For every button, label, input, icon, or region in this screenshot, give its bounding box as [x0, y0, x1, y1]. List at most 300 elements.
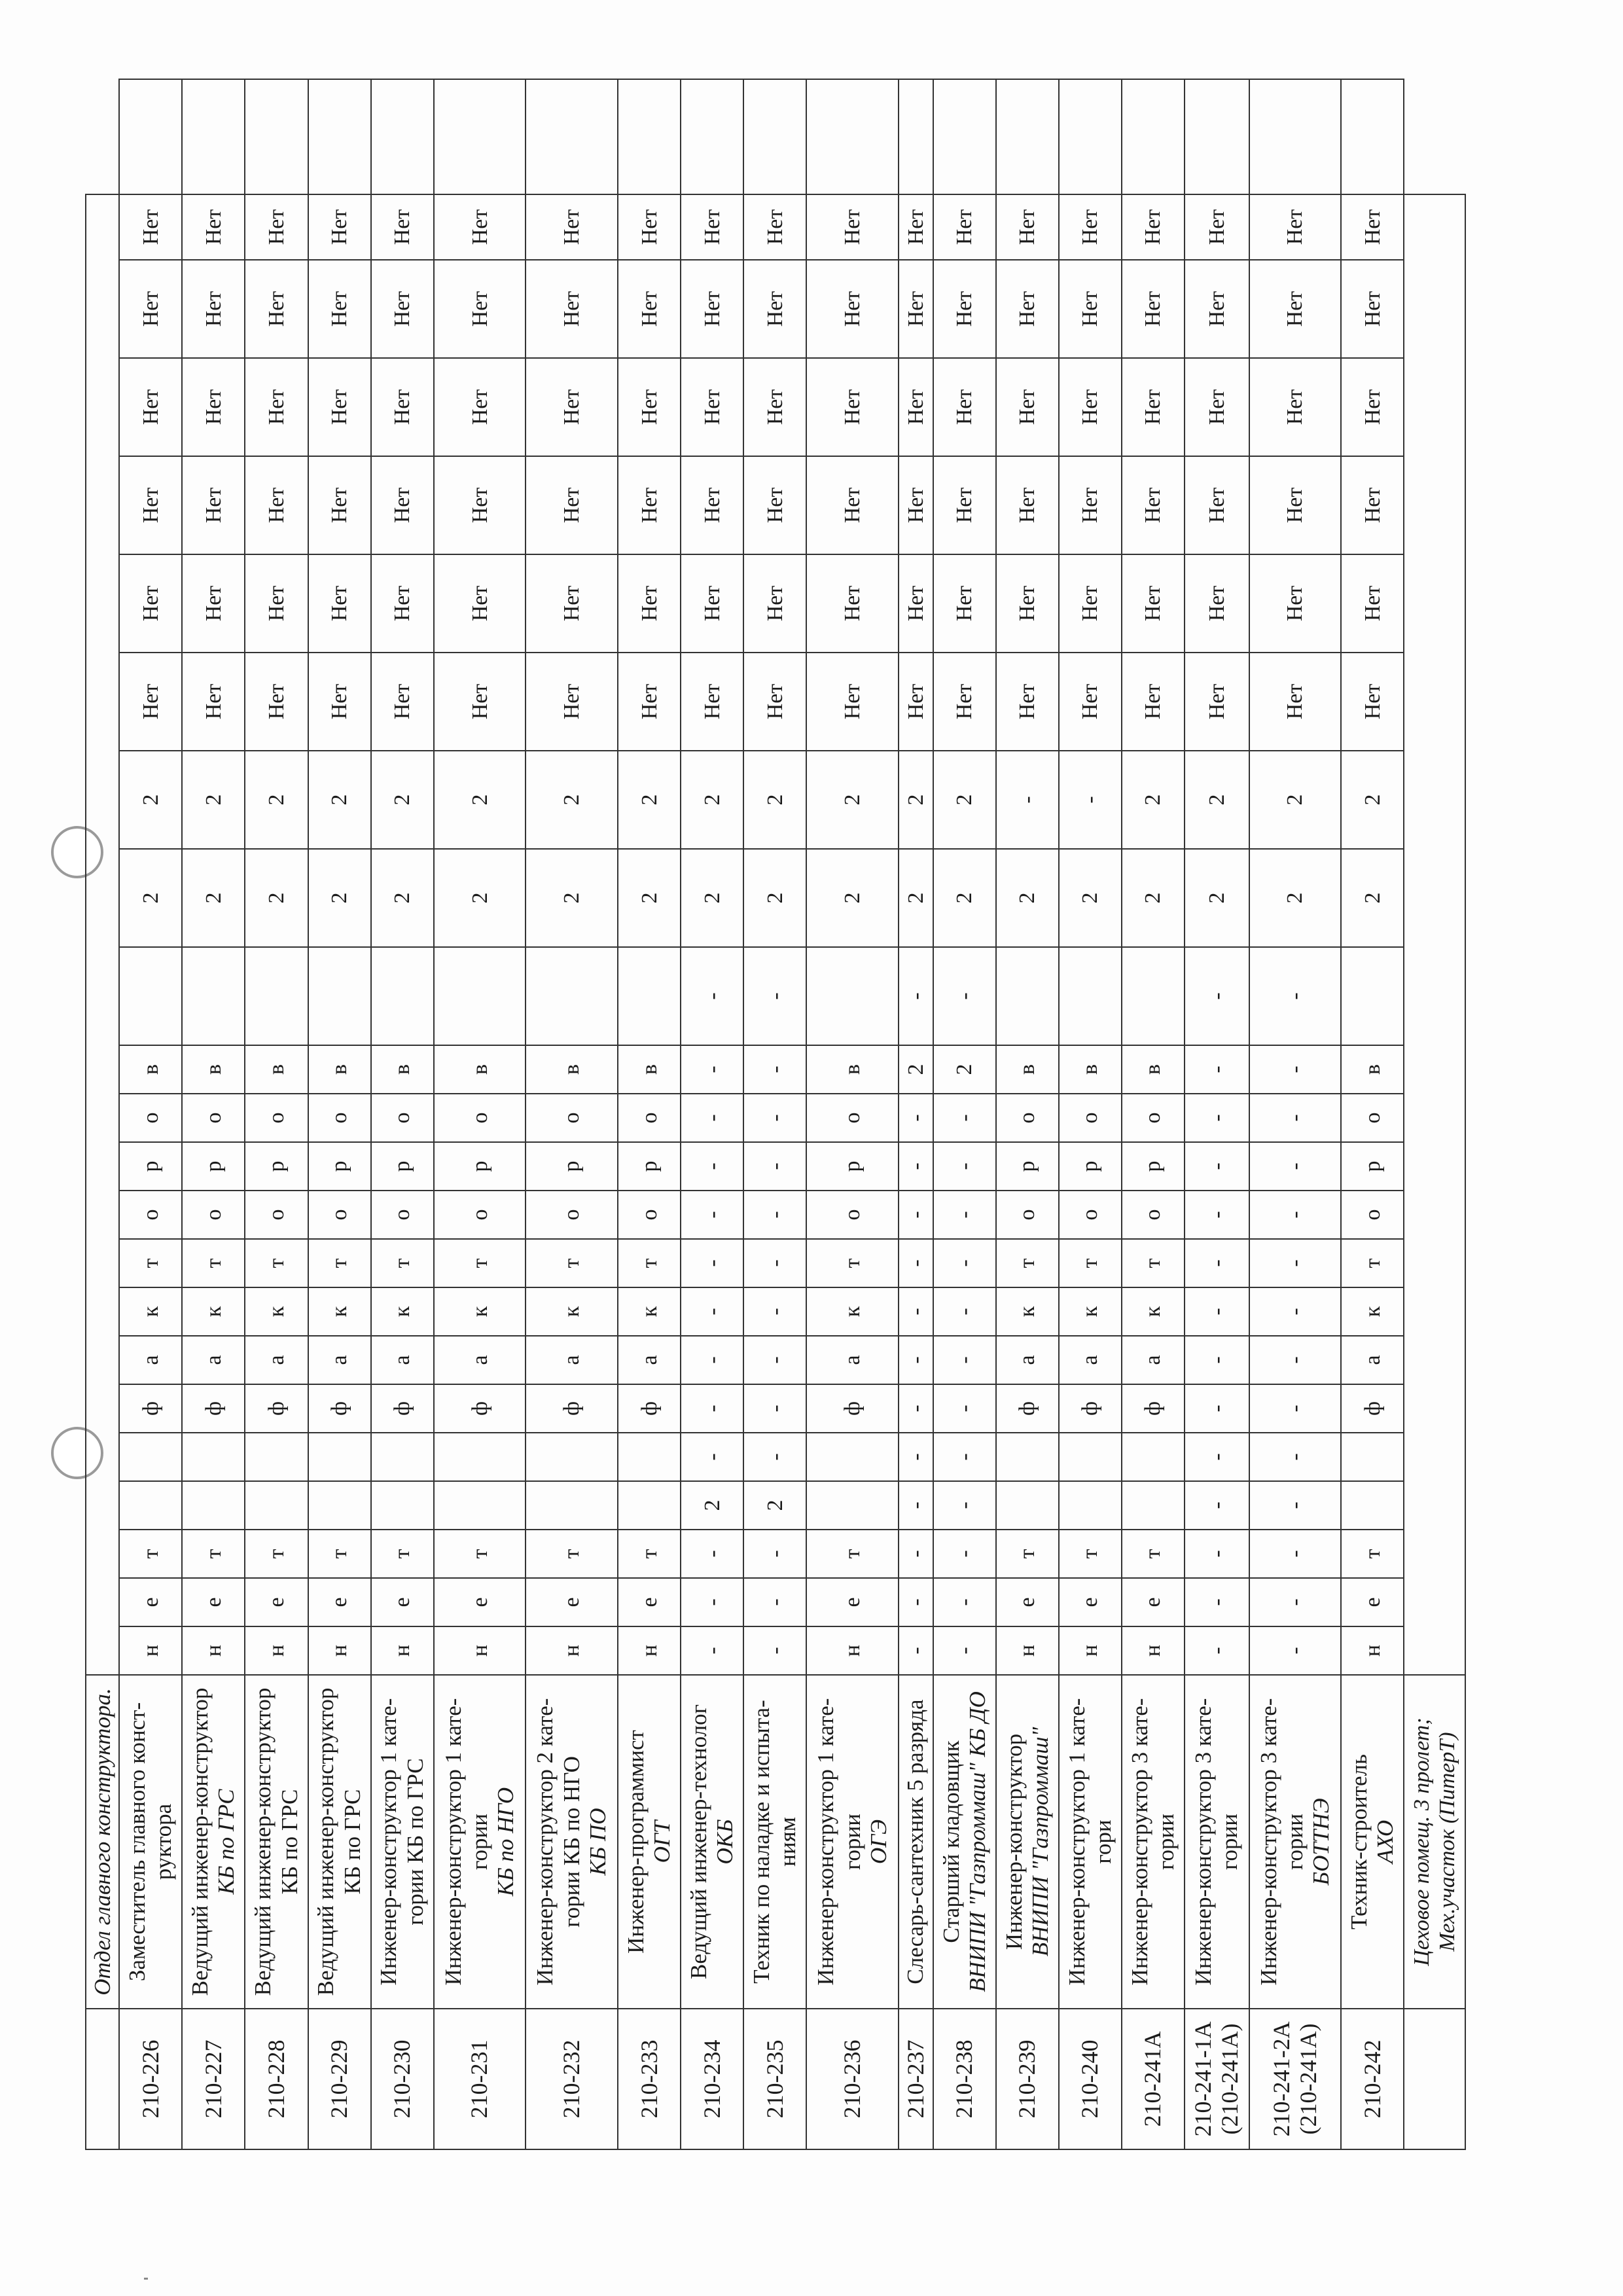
workplace-code: 210-239 — [996, 2009, 1059, 2149]
factor-cell: 2 — [933, 849, 996, 947]
factor-cell: Нет — [806, 554, 899, 653]
factor-cell: н — [119, 1626, 182, 1675]
factor-cell: 2 — [933, 751, 996, 849]
factor-cell: н — [806, 1626, 899, 1675]
factor-cell: Нет — [933, 260, 996, 358]
position-title: Ведущий инженер-конструктор КБ по ГРС — [250, 1687, 302, 1996]
factor-cell — [371, 1481, 434, 1530]
factor-cell: - — [1249, 1239, 1342, 1287]
factor-cell: Нет — [1249, 260, 1342, 358]
factor-cell: 2 — [371, 849, 434, 947]
factor-cell: о — [996, 1191, 1059, 1239]
factor-cell — [245, 947, 308, 1045]
factor-cell: Нет — [371, 358, 434, 456]
factor-cell: Нет — [1249, 358, 1342, 456]
factor-cell: ф — [806, 1384, 899, 1433]
factor-cell: Нет — [308, 194, 371, 260]
factor-cell: а — [308, 1336, 371, 1384]
blank-cell — [681, 79, 743, 194]
factor-cell: Нет — [182, 260, 245, 358]
factor-cell: Нет — [743, 554, 806, 653]
factor-cell: Нет — [1059, 653, 1122, 751]
factor-cell: о — [182, 1191, 245, 1239]
factor-cell: Нет — [245, 358, 308, 456]
factor-cell: е — [1122, 1578, 1185, 1626]
factor-cell: н — [1341, 1626, 1404, 1675]
factor-cell — [1122, 1433, 1185, 1481]
factor-cell: е — [618, 1578, 681, 1626]
factor-cell: Нет — [1185, 194, 1249, 260]
blank-cell — [899, 79, 933, 194]
factor-cell: Нет — [526, 260, 618, 358]
factor-cell: Нет — [681, 554, 743, 653]
factor-cell: е — [1059, 1578, 1122, 1626]
workplace-code: 210-228 — [245, 2009, 308, 2149]
blank-cell — [933, 79, 996, 194]
table-row — [308, 79, 371, 2149]
factor-cell: 2 — [743, 1481, 806, 1530]
workplace-code: 210-240 — [1059, 2009, 1122, 2149]
factor-cell: - — [743, 1142, 806, 1191]
factor-cell: - — [1185, 1626, 1249, 1675]
factor-cell: Нет — [1122, 260, 1185, 358]
factor-cell — [371, 1433, 434, 1481]
factor-cell: к — [806, 1287, 899, 1336]
factor-cell: Нет — [434, 456, 526, 554]
factor-cell: 2 — [308, 751, 371, 849]
position-name — [996, 1675, 1059, 2009]
factor-cell — [119, 947, 182, 1045]
factor-cell: - — [1185, 1045, 1249, 1094]
department-label: КБ по НГО — [493, 1787, 519, 1897]
factor-cell: о — [245, 1094, 308, 1142]
blank-cell — [245, 79, 308, 194]
table-row — [743, 79, 806, 2149]
table-row — [806, 79, 899, 2149]
factor-cell: 2 — [1249, 849, 1342, 947]
factor-cell: Нет — [434, 653, 526, 751]
factor-cell: Нет — [899, 358, 933, 456]
blank-cell — [86, 2009, 119, 2149]
department-label: ОГЭ — [865, 1819, 891, 1865]
factor-cell: Нет — [996, 260, 1059, 358]
factor-cell: Нет — [1122, 358, 1185, 456]
position-name — [434, 1675, 526, 2009]
factor-cell: Нет — [119, 653, 182, 751]
factor-cell: - — [681, 1142, 743, 1191]
factor-cell: Нет — [308, 456, 371, 554]
blank-cell — [182, 79, 245, 194]
factor-cell: Нет — [1122, 653, 1185, 751]
factor-cell: 2 — [1122, 849, 1185, 947]
factor-cell: т — [806, 1239, 899, 1287]
department-label: КБ по ГРС — [213, 1789, 240, 1895]
factor-cell — [308, 947, 371, 1045]
factor-cell: Нет — [308, 554, 371, 653]
factor-cell: Нет — [681, 653, 743, 751]
factor-cell: Нет — [1059, 554, 1122, 653]
factor-cell: 2 — [526, 751, 618, 849]
factor-cell — [182, 1433, 245, 1481]
factor-cell: - — [899, 1094, 933, 1142]
factor-cell: н — [245, 1626, 308, 1675]
factor-cell: Нет — [308, 260, 371, 358]
factor-cell — [1122, 947, 1185, 1045]
factor-cell: - — [933, 947, 996, 1045]
factor-cell: о — [996, 1094, 1059, 1142]
factor-cell: Нет — [434, 358, 526, 456]
factor-cell: н — [1059, 1626, 1122, 1675]
blank-cell — [1185, 79, 1249, 194]
factor-cell: - — [899, 1578, 933, 1626]
factor-cell: Нет — [743, 653, 806, 751]
factor-cell: - — [1249, 1287, 1342, 1336]
factor-cell: Нет — [371, 456, 434, 554]
factor-cell: о — [806, 1094, 899, 1142]
factor-cell: - — [681, 1530, 743, 1578]
factor-cell: н — [182, 1626, 245, 1675]
factor-cell: 2 — [1249, 751, 1342, 849]
position-title: Ведущий инженер-технолог — [686, 1704, 712, 1979]
workplace-code: 210-241-2А (210-241А) — [1249, 2009, 1342, 2149]
position-title: Инженер-конструктор 3 кате-гории — [1255, 1698, 1308, 1986]
workshop-note-line: Цеховое помещ. 3 пролет; — [1410, 1717, 1435, 1966]
factor-cell: е — [434, 1578, 526, 1626]
factor-cell: р — [434, 1142, 526, 1191]
factor-cell: Нет — [899, 260, 933, 358]
position-name — [806, 1675, 899, 2009]
factor-cell: а — [245, 1336, 308, 1384]
factor-cell — [119, 1481, 182, 1530]
factor-cell: т — [119, 1239, 182, 1287]
factor-cell: т — [1122, 1239, 1185, 1287]
factor-cell — [996, 1433, 1059, 1481]
workplace-code: 210-238 — [933, 2009, 996, 2149]
factor-cell: ф — [526, 1384, 618, 1433]
factor-cell: в — [245, 1045, 308, 1094]
factor-cell: к — [308, 1287, 371, 1336]
position-name — [933, 1675, 996, 2009]
factor-cell: т — [618, 1239, 681, 1287]
factor-cell: - — [1249, 1384, 1342, 1433]
position-name — [119, 1675, 182, 2009]
factor-cell: - — [899, 1287, 933, 1336]
factor-cell: Нет — [1341, 194, 1404, 260]
factor-cell: Нет — [1185, 653, 1249, 751]
factor-cell — [1059, 1433, 1122, 1481]
scan-speck — [144, 2278, 148, 2280]
factor-cell: - — [1249, 947, 1342, 1045]
factor-cell: Нет — [119, 260, 182, 358]
factor-cell: ф — [1059, 1384, 1122, 1433]
blank-cell — [1404, 2009, 1465, 2149]
factor-cell: 2 — [618, 849, 681, 947]
factor-cell — [434, 1433, 526, 1481]
factor-cell: к — [245, 1287, 308, 1336]
factor-cell — [806, 1481, 899, 1530]
workplace-assessment-table — [85, 79, 1466, 2150]
factor-cell: - — [1249, 1530, 1342, 1578]
factor-cell: Нет — [245, 456, 308, 554]
blank-cell — [119, 79, 182, 194]
factor-cell: к — [434, 1287, 526, 1336]
factor-cell: т — [806, 1530, 899, 1578]
factor-cell: о — [434, 1191, 526, 1239]
factor-cell: Нет — [1249, 653, 1342, 751]
factor-cell: - — [681, 1336, 743, 1384]
factor-cell: о — [1122, 1191, 1185, 1239]
factor-cell: Нет — [1341, 554, 1404, 653]
table-row — [182, 79, 245, 2149]
table-row — [899, 79, 933, 2149]
factor-cell: ф — [119, 1384, 182, 1433]
factor-cell: Нет — [618, 260, 681, 358]
factor-cell: 2 — [933, 1045, 996, 1094]
factor-cell: Нет — [526, 194, 618, 260]
workshop-note-line: Мех.участок (ПитерТ) — [1435, 1732, 1460, 1952]
factor-cell — [119, 1433, 182, 1481]
factor-cell: о — [119, 1094, 182, 1142]
factor-cell: 2 — [618, 751, 681, 849]
blank-cell — [86, 194, 119, 1675]
department-label: ВНИПИ "Газпроммаш" — [1027, 1727, 1053, 1957]
factor-cell: Нет — [371, 260, 434, 358]
factor-cell: н — [434, 1626, 526, 1675]
factor-cell — [1341, 1433, 1404, 1481]
position-title: Ведущий инженер-конструктор — [187, 1687, 213, 1996]
workplace-code: 210-234 — [681, 2009, 743, 2149]
factor-cell: Нет — [933, 554, 996, 653]
factor-cell: Нет — [245, 653, 308, 751]
factor-cell: а — [526, 1336, 618, 1384]
factor-cell — [308, 1433, 371, 1481]
table-row — [245, 79, 308, 2149]
factor-cell: Нет — [434, 260, 526, 358]
blank-cell — [1341, 79, 1404, 194]
factor-cell: - — [681, 947, 743, 1045]
factor-cell: - — [681, 1094, 743, 1142]
position-name — [1341, 1675, 1404, 2009]
blank-cell — [1122, 79, 1185, 194]
factor-cell: о — [371, 1191, 434, 1239]
factor-cell: а — [371, 1336, 434, 1384]
workplace-code: 210-229 — [308, 2009, 371, 2149]
factor-cell: - — [743, 1578, 806, 1626]
factor-cell: т — [1059, 1530, 1122, 1578]
factor-cell: Нет — [1122, 554, 1185, 653]
blank-cell — [996, 79, 1059, 194]
factor-cell: - — [743, 1094, 806, 1142]
factor-cell: - — [1249, 1045, 1342, 1094]
factor-cell — [526, 947, 618, 1045]
factor-cell: Нет — [434, 554, 526, 653]
table-row — [618, 79, 681, 2149]
table-row — [681, 79, 743, 2149]
factor-cell: ф — [245, 1384, 308, 1433]
factor-cell: Нет — [618, 194, 681, 260]
factor-cell: - — [1185, 1336, 1249, 1384]
factor-cell — [182, 1481, 245, 1530]
factor-cell: Нет — [1249, 194, 1342, 260]
factor-cell: т — [1059, 1239, 1122, 1287]
factor-cell: 2 — [1185, 849, 1249, 947]
factor-cell: Нет — [743, 358, 806, 456]
factor-cell: Нет — [182, 358, 245, 456]
factor-cell: р — [182, 1142, 245, 1191]
factor-cell: - — [681, 1239, 743, 1287]
factor-cell: - — [743, 947, 806, 1045]
factor-cell: 2 — [996, 849, 1059, 947]
factor-cell: Нет — [1122, 194, 1185, 260]
position-name — [899, 1675, 933, 2009]
blank-cell — [618, 79, 681, 194]
factor-cell: 2 — [182, 751, 245, 849]
factor-cell: в — [1059, 1045, 1122, 1094]
factor-cell: в — [434, 1045, 526, 1094]
factor-cell: - — [933, 1287, 996, 1336]
factor-cell: н — [1122, 1626, 1185, 1675]
factor-cell: 2 — [1122, 751, 1185, 849]
department-label: БОТТНЭ — [1308, 1798, 1334, 1886]
factor-cell: Нет — [526, 653, 618, 751]
factor-cell: 2 — [1185, 751, 1249, 849]
factor-cell: - — [1185, 1433, 1249, 1481]
factor-cell: Нет — [526, 456, 618, 554]
workplace-code: 210-226 — [119, 2009, 182, 2149]
factor-cell — [182, 947, 245, 1045]
factor-cell: т — [308, 1239, 371, 1287]
factor-cell: 2 — [119, 751, 182, 849]
factor-cell: Нет — [806, 194, 899, 260]
factor-cell: Нет — [1122, 456, 1185, 554]
workplace-code: 210-227 — [182, 2009, 245, 2149]
factor-cell: Нет — [996, 554, 1059, 653]
factor-cell: 2 — [371, 751, 434, 849]
position-title: Инженер-конструктор — [1001, 1733, 1027, 1950]
factor-cell: Нет — [618, 653, 681, 751]
factor-cell: Нет — [1059, 260, 1122, 358]
factor-cell: 2 — [681, 1481, 743, 1530]
factor-cell: - — [933, 1384, 996, 1433]
blank-cell — [308, 79, 371, 194]
factor-cell: Нет — [119, 194, 182, 260]
factor-cell: о — [1059, 1094, 1122, 1142]
factor-cell — [1341, 1481, 1404, 1530]
factor-cell: - — [899, 1626, 933, 1675]
factor-cell: р — [996, 1142, 1059, 1191]
factor-cell: Нет — [806, 653, 899, 751]
factor-cell: к — [526, 1287, 618, 1336]
factor-cell: - — [1249, 1626, 1342, 1675]
workplace-code: 210-241А — [1122, 2009, 1185, 2149]
factor-cell: 2 — [119, 849, 182, 947]
workplace-code: 210-233 — [618, 2009, 681, 2149]
factor-cell — [806, 1433, 899, 1481]
factor-cell — [618, 947, 681, 1045]
factor-cell: Нет — [245, 260, 308, 358]
factor-cell: о — [308, 1191, 371, 1239]
factor-cell: - — [681, 1191, 743, 1239]
factor-cell: - — [743, 1336, 806, 1384]
factor-cell: - — [933, 1481, 996, 1530]
position-title: Инженер-конструктор 1 кате-гори — [1063, 1698, 1116, 1986]
factor-cell: Нет — [681, 358, 743, 456]
factor-cell: Нет — [182, 194, 245, 260]
factor-cell: о — [618, 1094, 681, 1142]
workplace-code: 210-231 — [434, 2009, 526, 2149]
factor-cell: Нет — [681, 260, 743, 358]
factor-cell: Нет — [308, 653, 371, 751]
blank-cell — [434, 79, 526, 194]
position-title: Инженер-конструктор 1 кате-гории — [440, 1698, 492, 1986]
factor-cell: а — [434, 1336, 526, 1384]
factor-cell: 2 — [806, 751, 899, 849]
factor-cell: р — [308, 1142, 371, 1191]
factor-cell: - — [1185, 1142, 1249, 1191]
factor-cell: Нет — [1059, 358, 1122, 456]
factor-cell: а — [806, 1336, 899, 1384]
factor-cell: Нет — [434, 194, 526, 260]
position-name — [743, 1675, 806, 2009]
factor-cell: - — [681, 1287, 743, 1336]
factor-cell: р — [1341, 1142, 1404, 1191]
factor-cell: р — [618, 1142, 681, 1191]
factor-cell — [996, 947, 1059, 1045]
factor-cell: 2 — [1059, 849, 1122, 947]
factor-cell: - — [743, 1239, 806, 1287]
factor-cell: Нет — [526, 358, 618, 456]
position-name — [371, 1675, 434, 2009]
factor-cell — [371, 947, 434, 1045]
factor-cell: Нет — [899, 653, 933, 751]
factor-cell: - — [1249, 1481, 1342, 1530]
workplace-code: 210-236 — [806, 2009, 899, 2149]
factor-cell: ф — [1341, 1384, 1404, 1433]
factor-cell: т — [182, 1530, 245, 1578]
factor-cell: Нет — [743, 260, 806, 358]
position-title: Инженер-конструктор 3 кате-гории — [1190, 1698, 1243, 1986]
factor-cell: 2 — [899, 751, 933, 849]
factor-cell: о — [119, 1191, 182, 1239]
factor-cell: е — [526, 1578, 618, 1626]
factor-cell: - — [933, 1094, 996, 1142]
table-row — [1341, 79, 1404, 2149]
factor-cell: н — [308, 1626, 371, 1675]
factor-cell: о — [526, 1094, 618, 1142]
factor-cell: Нет — [1185, 554, 1249, 653]
factor-cell: Нет — [1249, 456, 1342, 554]
workplace-code: 210-230 — [371, 2009, 434, 2149]
factor-cell: т — [526, 1239, 618, 1287]
factor-cell — [806, 947, 899, 1045]
factor-cell: Нет — [1185, 358, 1249, 456]
factor-cell: о — [434, 1094, 526, 1142]
factor-cell: о — [526, 1191, 618, 1239]
position-title: Техник-строитель — [1346, 1754, 1372, 1929]
factor-cell: Нет — [996, 358, 1059, 456]
factor-cell: т — [1341, 1530, 1404, 1578]
position-title: Старший кладовщик — [938, 1740, 964, 1943]
factor-cell: Нет — [245, 194, 308, 260]
position-name — [308, 1675, 371, 2009]
factor-cell: 2 — [182, 849, 245, 947]
factor-cell — [618, 1481, 681, 1530]
factor-cell: - — [1185, 1530, 1249, 1578]
blank-cell — [371, 79, 434, 194]
factor-cell — [245, 1433, 308, 1481]
factor-cell: - — [1185, 1094, 1249, 1142]
factor-cell: - — [743, 1045, 806, 1094]
